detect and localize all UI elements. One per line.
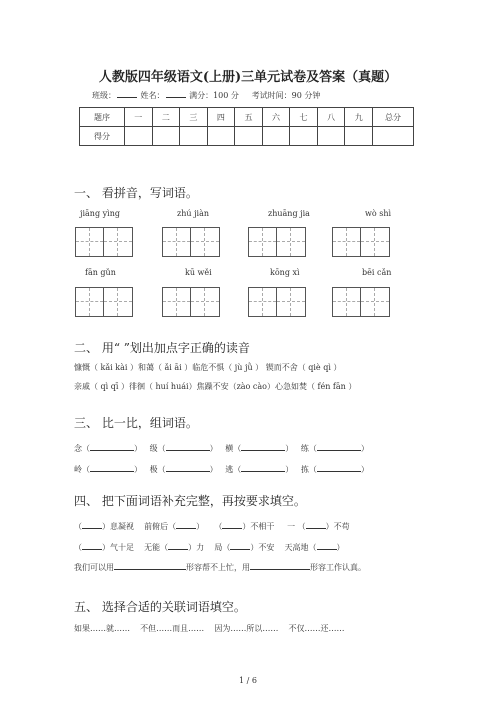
char: 练 — [300, 444, 309, 453]
writing-grid[interactable] — [75, 287, 133, 317]
pinyin-label: zhuāng jia — [268, 209, 310, 218]
score-label: 满分：100 分 — [189, 91, 239, 100]
idiom-row-1: （ ）息凝视 前俯后（ ） （ ）不相干 一 （ ）不苟 — [74, 522, 350, 531]
score-input-cell[interactable] — [207, 127, 235, 146]
section5-heading: 五、 选择合适的关联词语填空。 — [74, 600, 246, 614]
section3-heading: 三、 比一比，组词语。 — [74, 416, 198, 430]
score-cell: 总分 — [373, 108, 414, 127]
writing-grid[interactable] — [162, 287, 220, 317]
class-label: 班级： — [92, 91, 116, 100]
page-number: 1 / 6 — [239, 676, 257, 685]
class-blank — [117, 89, 137, 98]
char: 横 — [225, 444, 234, 453]
answer-blank[interactable] — [166, 463, 210, 472]
answer-blank[interactable] — [241, 463, 285, 472]
score-input-cell[interactable] — [152, 127, 180, 146]
char: 念 — [74, 444, 82, 453]
word-row-2: 岭（ ） 极（ ） 逃（ ） 拣（ ） — [74, 465, 369, 474]
char: 拣 — [300, 465, 309, 474]
pinyin-label: zhú jiàn — [177, 209, 210, 218]
score-cell: 二 — [152, 108, 180, 127]
score-input-cell[interactable] — [235, 127, 263, 146]
pinyin-label: fān gǔn — [85, 268, 116, 277]
writing-grid[interactable] — [162, 227, 220, 257]
char: 极 — [149, 465, 158, 474]
score-cell: 题序 — [80, 108, 125, 127]
pinyin-label: wò shì — [365, 209, 392, 218]
score-table-header-row — [80, 108, 414, 127]
idiom-row-2: （ ）气十足 无能（ ）力 局（ ）不安 天高地（ ） — [74, 543, 345, 552]
score-input-cell[interactable] — [262, 127, 290, 146]
score-cell: 九 — [345, 108, 373, 127]
answer-blank[interactable] — [250, 561, 310, 570]
char: 级 — [149, 444, 158, 453]
answer-blank[interactable] — [82, 541, 102, 550]
char: 逃 — [225, 465, 234, 474]
answer-blank[interactable] — [222, 520, 242, 529]
answer-blank[interactable] — [317, 541, 337, 550]
answer-blank[interactable] — [90, 463, 134, 472]
page-title: 人教版四年级语文(上册)三单元试卷及答案（真题） — [98, 70, 398, 85]
score-input-cell[interactable] — [125, 127, 153, 146]
score-input-cell[interactable] — [345, 127, 373, 146]
idiom-row-3: 我们可以用 形容帮不上忙，用 形容工作认真。 — [74, 563, 366, 572]
score-cell: 五 — [235, 108, 263, 127]
score-table-score-row — [80, 127, 414, 146]
section1-heading: 一、 看拼音，写词语。 — [74, 186, 198, 200]
score-cell: 八 — [317, 108, 345, 127]
pinyin-label: bēi cǎn — [362, 268, 392, 277]
score-cell: 六 — [262, 108, 290, 127]
section4-heading: 四、 把下面词语补充完整，再按要求填空。 — [74, 494, 306, 508]
exam-info — [92, 89, 320, 101]
score-input-cell[interactable] — [180, 127, 208, 146]
score-table — [79, 107, 414, 146]
answer-blank[interactable] — [317, 463, 361, 472]
answer-blank[interactable] — [176, 520, 196, 529]
pinyin-label: jiāng yìng — [80, 209, 120, 218]
answer-blank[interactable] — [306, 520, 326, 529]
score-input-cell[interactable] — [290, 127, 318, 146]
score-cell: 四 — [207, 108, 235, 127]
reading-line-1: 慷慨（ kǎi kài ）和蔼（ ǎi āi ）临危不惧（ jù jǜ ） 锲而不舍（ qiè qì ） — [74, 363, 342, 372]
score-cell: 一 — [125, 108, 153, 127]
name-label: 姓名： — [140, 91, 165, 100]
answer-blank[interactable] — [230, 541, 250, 550]
time-label: 考试时间：90 分钟 — [251, 91, 321, 100]
answer-blank[interactable] — [317, 442, 361, 451]
score-cell: 三 — [180, 108, 208, 127]
answer-blank[interactable] — [166, 442, 210, 451]
section2-heading: 二、 用“ ”划出加点字正确的读音 — [74, 341, 250, 355]
reading-line-2: 亲戚（ qì qī ）徘徊（ huí huái）焦躁不安（zào cào）心急如焚（ fén fān ） — [74, 382, 357, 391]
answer-blank[interactable] — [168, 541, 188, 550]
conjunction-options: 如果……就…… 不但……而且…… 因为……所以…… 不仅……还…… — [74, 624, 345, 633]
writing-grid[interactable] — [332, 227, 390, 257]
name-blank — [166, 89, 186, 98]
word-row-1: 念（ ） 级（ ） 横（ ） 练（ ） — [74, 444, 369, 453]
answer-blank[interactable] — [90, 442, 134, 451]
writing-grid[interactable] — [75, 227, 133, 257]
score-input-cell[interactable] — [373, 127, 414, 146]
answer-blank[interactable] — [241, 442, 285, 451]
score-cell: 得分 — [80, 127, 125, 146]
score-cell: 七 — [290, 108, 318, 127]
writing-grid[interactable] — [332, 287, 390, 317]
score-input-cell[interactable] — [317, 127, 345, 146]
writing-grid[interactable] — [248, 287, 306, 317]
writing-grid[interactable] — [248, 227, 306, 257]
pinyin-label: kū wěi — [185, 268, 212, 277]
char: 岭 — [74, 465, 82, 474]
answer-blank[interactable] — [82, 520, 102, 529]
answer-blank[interactable] — [114, 561, 186, 570]
pinyin-label: kōng xì — [270, 268, 300, 277]
